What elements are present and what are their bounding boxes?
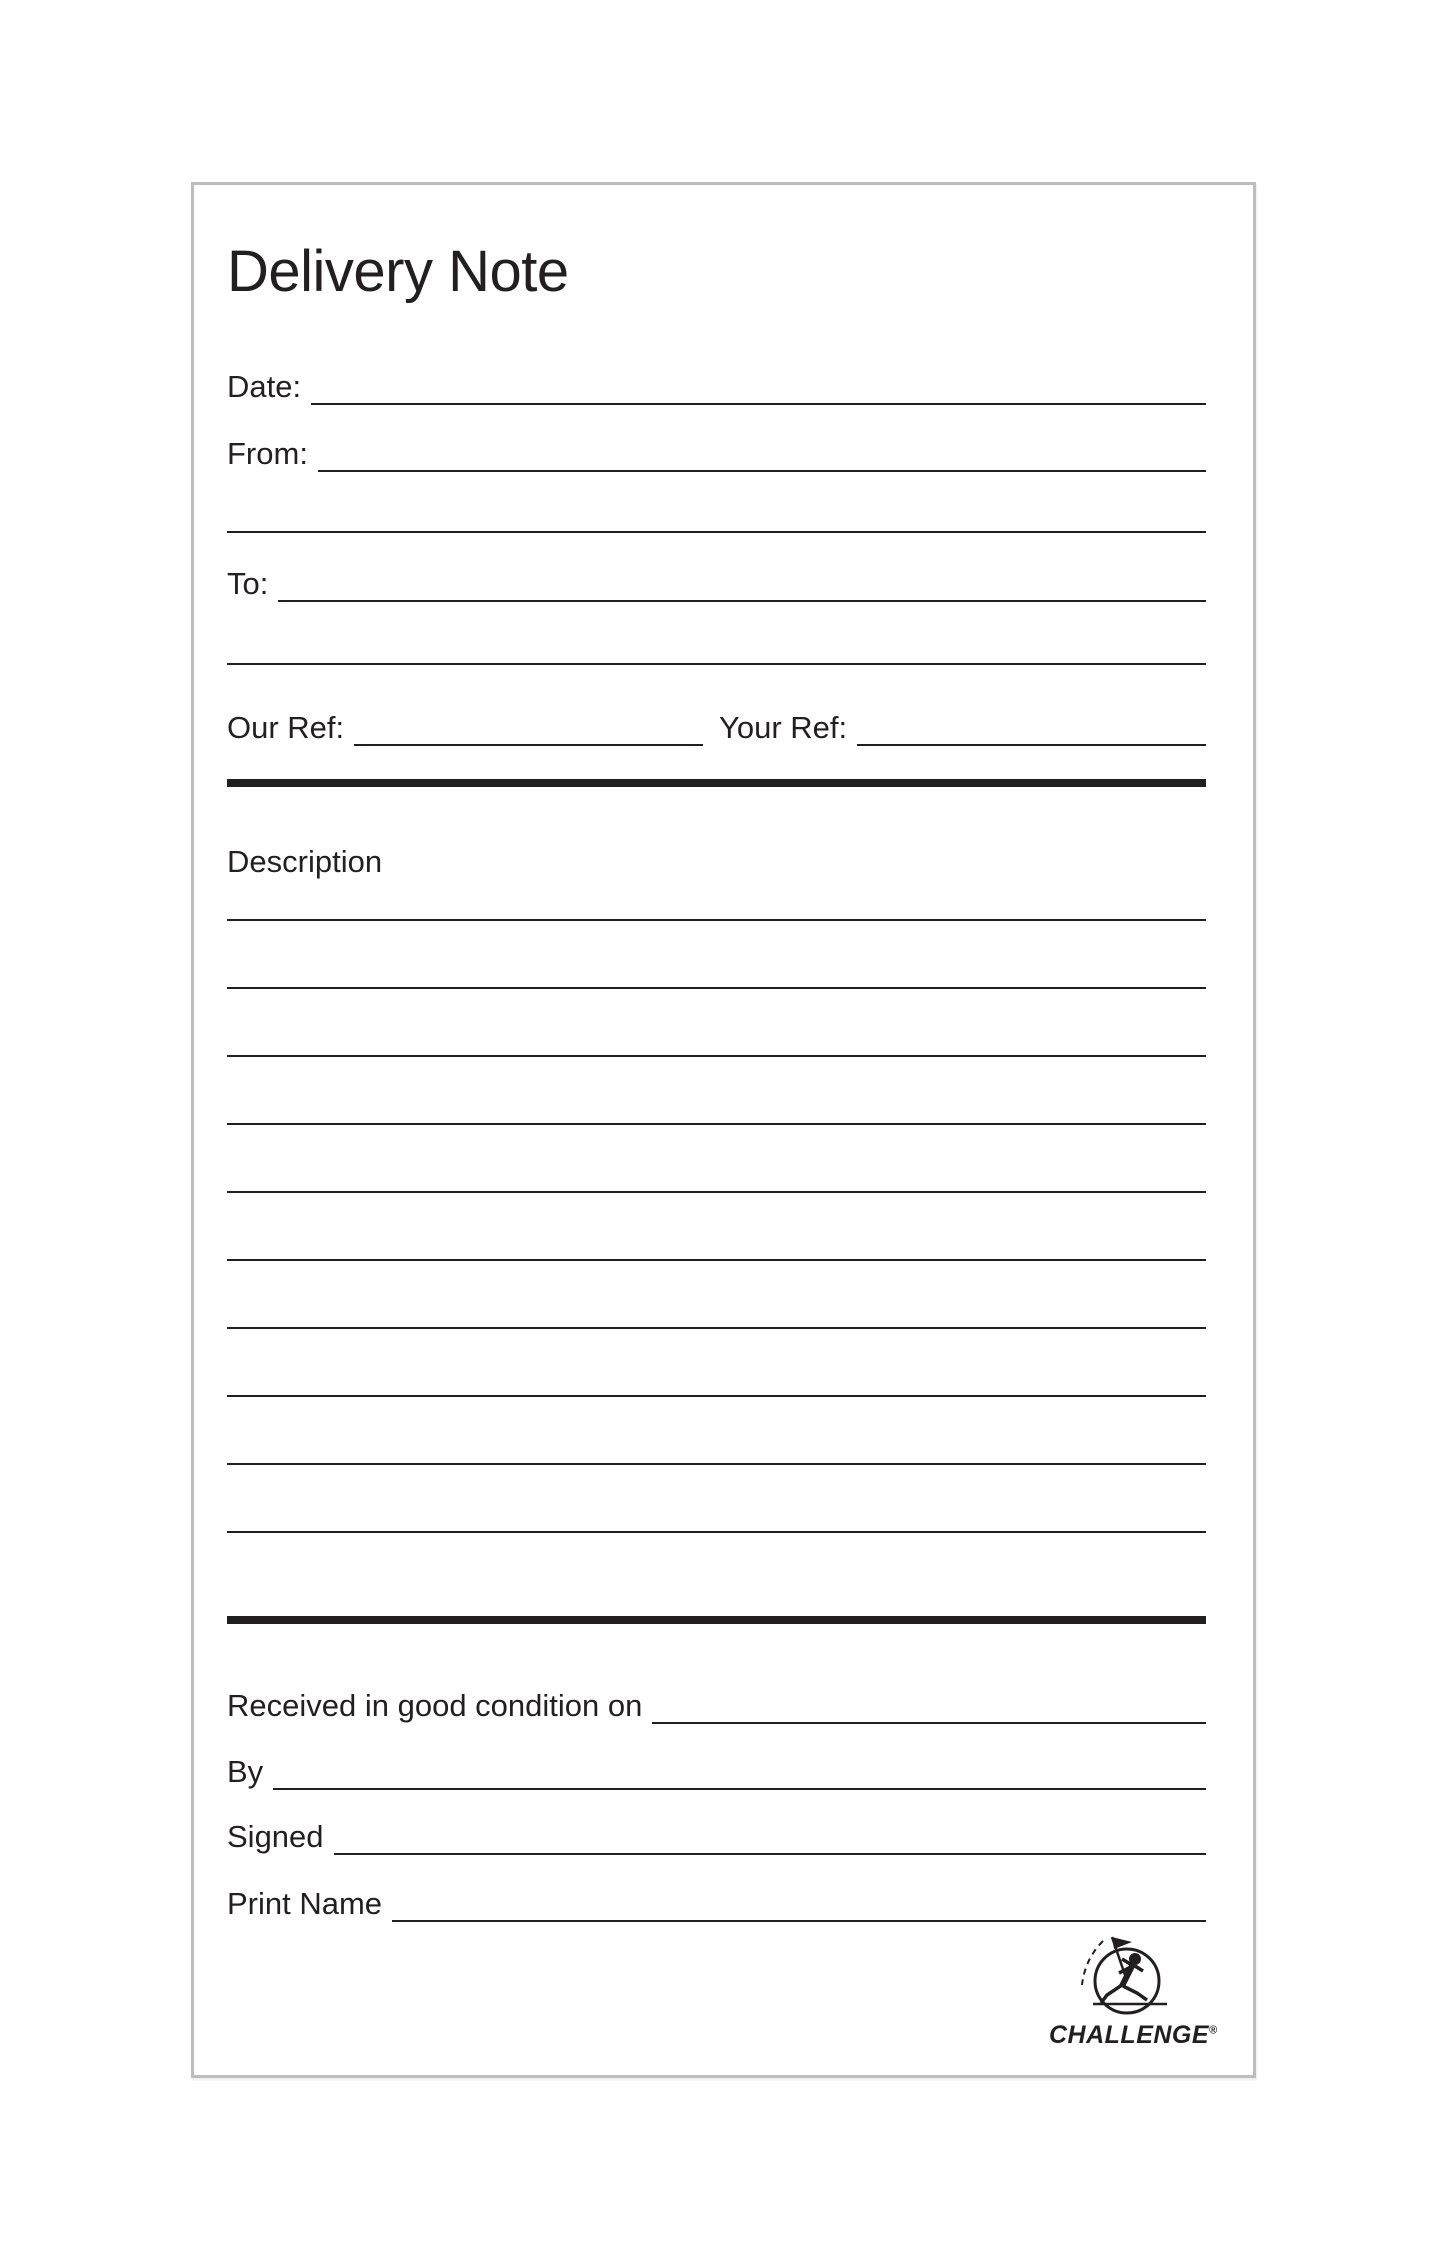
print-name-label: Print Name (227, 1886, 383, 1921)
from-fill-line-2 (227, 531, 1206, 533)
brand-name: CHALLENGE (1049, 2021, 1210, 2049)
description-ruled-line (227, 1123, 1206, 1125)
our-ref-fill-line (354, 744, 703, 746)
by-row (227, 1754, 1206, 1790)
description-ruled-line (227, 1395, 1206, 1397)
from-fill-line (318, 470, 1206, 472)
received-label: Received in good condition on (227, 1688, 643, 1723)
date-fill-line (311, 403, 1206, 405)
registered-trademark: ® (1209, 2024, 1218, 2037)
refs-row (227, 710, 1206, 746)
challenge-logo (1049, 1933, 1218, 2049)
date-row (227, 369, 1206, 405)
description-label: Description (227, 844, 383, 879)
to-fill-line-2 (227, 663, 1206, 665)
your-ref-fill-line (857, 744, 1206, 746)
description-ruled-line (227, 919, 1206, 921)
print-name-fill-line (392, 1920, 1206, 1922)
to-fill-line (278, 600, 1206, 602)
description-ruled-line (227, 1259, 1206, 1261)
from-label: From: (227, 436, 308, 471)
description-ruled-line (227, 987, 1206, 989)
received-row (227, 1688, 1206, 1724)
from-row (227, 436, 1206, 472)
description-ruled-line (227, 1191, 1206, 1193)
description-lines (227, 919, 1206, 1599)
date-label: Date: (227, 369, 302, 404)
to-row (227, 566, 1206, 602)
our-ref-label: Our Ref: (227, 710, 345, 745)
signed-fill-line (334, 1853, 1206, 1855)
signed-label: Signed (227, 1819, 324, 1854)
delivery-note-page (191, 182, 1256, 2078)
brand-wordmark (1049, 2021, 1218, 2049)
athlete-thrower-icon (1069, 1933, 1179, 2021)
description-ruled-line (227, 1327, 1206, 1329)
description-ruled-line (227, 1531, 1206, 1533)
print-name-row (227, 1886, 1206, 1922)
signed-row (227, 1819, 1206, 1855)
section-divider-bottom (227, 1616, 1206, 1624)
to-label: To: (227, 566, 269, 601)
your-ref-label: Your Ref: (719, 710, 848, 745)
received-fill-line (652, 1722, 1206, 1724)
description-ruled-line (227, 1463, 1206, 1465)
by-label: By (227, 1754, 264, 1789)
section-divider-top (227, 779, 1206, 787)
by-fill-line (273, 1788, 1206, 1790)
description-ruled-line (227, 1055, 1206, 1057)
page-title: Delivery Note (227, 239, 569, 304)
